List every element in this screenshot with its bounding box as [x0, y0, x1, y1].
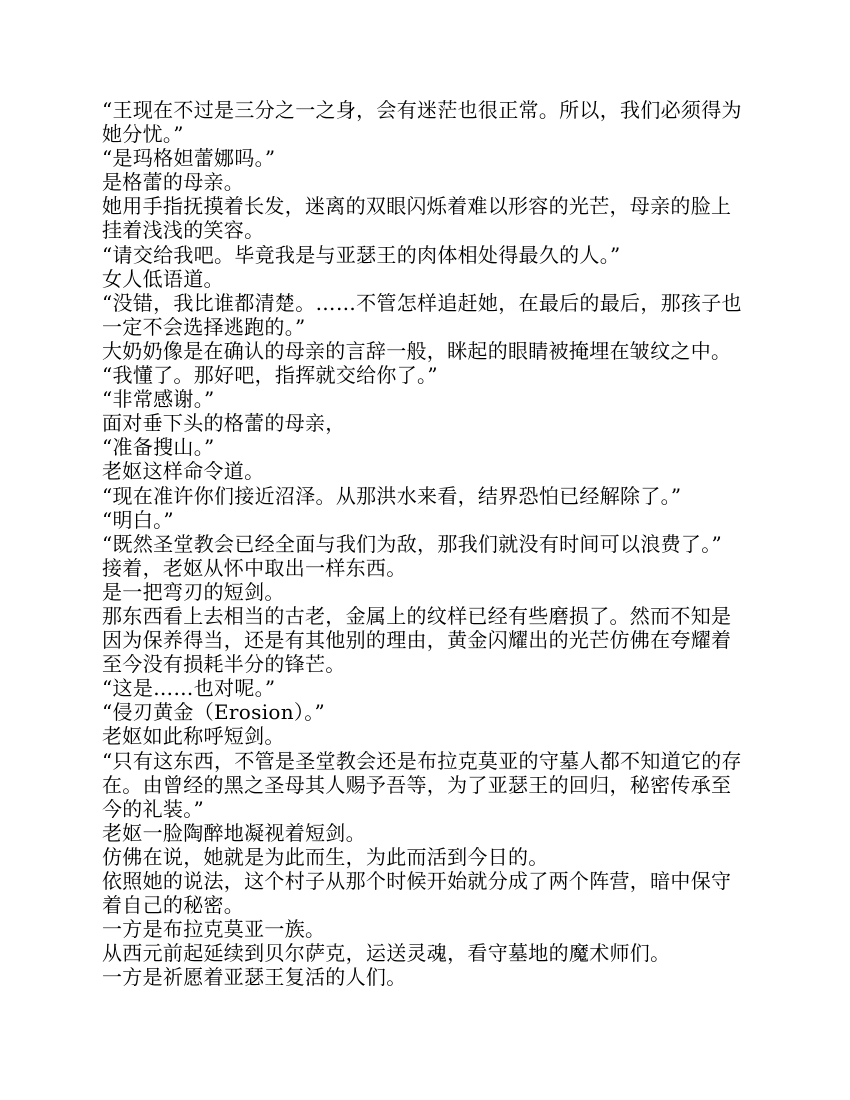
paragraph: “请交给我吧。毕竟我是与亚瑟王的肉体相处得最久的人。” — [102, 242, 621, 267]
paragraph: “这是……也对呢。” — [102, 676, 276, 701]
paragraph: 老妪这样命令道。 — [102, 459, 265, 484]
paragraph: 女人低语道。 — [102, 266, 224, 291]
paragraph: “王现在不过是三分之一之身，会有迷茫也很正常。所以，我们必须得为她分忧。” — [102, 98, 742, 147]
paragraph: 是格蕾的母亲。 — [102, 170, 245, 195]
paragraph: 她用手指抚摸着长发，迷离的双眼闪烁着难以形容的光芒，母亲的脸上挂着浅浅的笑容。 — [102, 194, 732, 243]
paragraph: “是玛格妲蕾娜吗。” — [102, 146, 276, 171]
paragraph: 那东西看上去相当的古老，金属上的纹样已经有些磨损了。然而不知是因为保养得当，还是有其他别的理由，黄金闪耀出的光芒仿佛在夸耀着至今没有损耗半分的锋芒。 — [102, 603, 732, 677]
paragraph: “只有这东西，不管是圣堂教会还是布拉克莫亚的守墓人都不知道它的存在。由曾经的黑之圣母其人赐予吾等，为了亚瑟王的回归，秘密传承至今的礼装。” — [102, 748, 742, 821]
paragraph: “我懂了。那好吧，指挥就交给你了。” — [102, 363, 438, 388]
paragraph: 是一把弯刃的短剑。 — [102, 579, 285, 604]
paragraph: 接着，老妪从怀中取出一样东西。 — [102, 555, 407, 580]
paragraph: 老妪如此称呼短剑。 — [102, 724, 285, 749]
paragraph: 从西元前起延续到贝尔萨克，运送灵魂，看守墓地的魔术师们。 — [102, 941, 671, 966]
document-page — [102, 98, 750, 989]
paragraph: “非常感谢。” — [102, 387, 215, 412]
paragraph: 一方是祈愿着亚瑟王复活的人们。 — [102, 965, 407, 990]
paragraph: “明白。” — [102, 507, 174, 532]
paragraph: 大奶奶像是在确认的母亲的言辞一般，眯起的眼睛被掩埋在皱纹之中。 — [102, 338, 732, 363]
paragraph: “现在准许你们接近沼泽。从那洪水来看，结界恐怕已经解除了。” — [102, 483, 682, 508]
paragraph: “既然圣堂教会已经全面与我们为敌，那我们就没有时间可以浪费了。” — [102, 531, 723, 556]
paragraph: 一方是布拉克莫亚一族。 — [102, 917, 326, 942]
paragraph: 依照她的说法，这个村子从那个时候开始就分成了两个阵营，暗中保守着自己的秘密。 — [102, 869, 732, 918]
paragraph: “准备搜山。” — [102, 435, 215, 460]
paragraph: “没错，我比谁都清楚。……不管怎样追赶她，在最后的最后，那孩子也一定不会选择逃跑的。” — [102, 290, 742, 339]
paragraph: “侵刃黄金（Erosion）。” — [102, 700, 326, 725]
paragraph: 面对垂下头的格蕾的母亲， — [102, 411, 346, 436]
paragraph: 仿佛在说，她就是为此而生，为此而活到今日的。 — [102, 844, 549, 869]
paragraph: 老妪一脸陶醉地凝视着短剑。 — [102, 820, 366, 845]
